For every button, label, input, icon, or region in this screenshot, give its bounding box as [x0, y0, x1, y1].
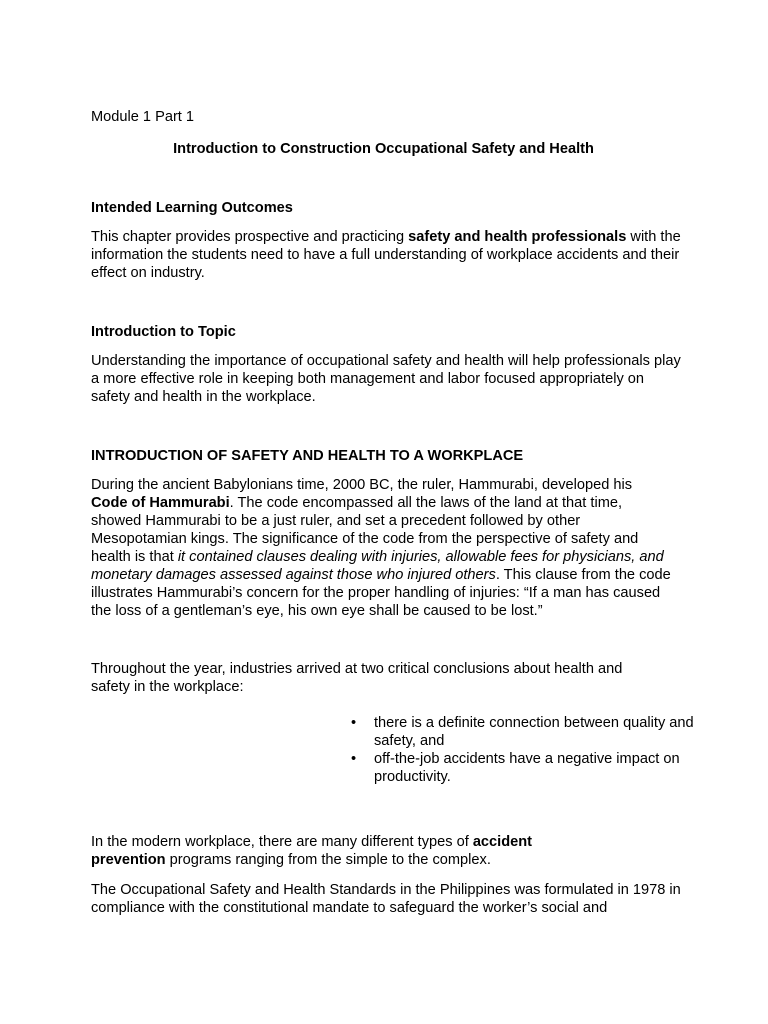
list-item	[351, 750, 694, 786]
hammurabi-text-a: During the ancient Babylonians time, 2000 BC, the ruler, Hammurabi, developed his	[91, 477, 633, 493]
module-label: Module 1 Part 1	[91, 109, 195, 125]
hammurabi-text-b: . The code encompassed all the laws of the land at that time, showed Hammurabi to be a just ruler, and set a precedent followed by other Mesopotamian kings. The significance of the code from the perspective of safety and health is that	[91, 495, 639, 565]
learning-outcomes-heading-text: Intended Learning Outcomes	[91, 200, 293, 216]
accident-prevention-text-b: programs ranging from the simple to the complex.	[165, 852, 491, 868]
intro-topic-paragraph: Understanding the importance of occupational safety and health will help professionals play a more effective role in keeping both management and labor focused appropriately on safety and health in the workplace.	[91, 353, 681, 405]
hammurabi-paragraph	[91, 476, 671, 620]
bullet-icon: •	[351, 715, 357, 731]
document-title-text: Introduction to Construction Occupational Safety and Health	[173, 141, 594, 157]
workplace-section-heading-text: INTRODUCTION OF SAFETY AND HEALTH TO A WORKPLACE	[91, 448, 524, 464]
hammurabi-bold: Code of Hammurabi	[91, 495, 230, 511]
hammurabi-italic: it contained clauses dealing with injuries, allowable fees for physicians, and monetary damages assessed against those who injured others	[91, 549, 664, 583]
intro-topic-heading	[91, 323, 691, 341]
intro-topic-heading-text: Introduction to Topic	[91, 324, 236, 340]
document-title	[91, 140, 676, 158]
conclusions-paragraph: Throughout the year, industries arrived at two critical conclusions about health and safety in the workplace:	[91, 661, 623, 695]
conclusions-list	[351, 714, 694, 786]
accident-prevention-paragraph	[91, 833, 561, 869]
accident-prevention-bold: accident prevention	[91, 834, 533, 868]
list-item-text: there is a definite connection between quality and safety, and	[374, 715, 694, 749]
learning-outcomes-heading	[91, 199, 691, 217]
accident-prevention-text-a: In the modern workplace, there are many different types of	[91, 834, 473, 850]
learning-outcomes-paragraph	[91, 228, 683, 282]
learning-outcomes-text-b: with the information the students need to have a full understanding of workplace accidents and their effect on industry.	[91, 229, 681, 281]
hammurabi-text-c: . This clause from the code illustrates Hammurabi’s concern for the proper handling of injuries: “If a man has caused the loss of a gentleman’s eye, his own eye shall be caused to be lost.”	[91, 567, 671, 619]
philippines-standards-paragraph: The Occupational Safety and Health Standards in the Philippines was formulated in 1978 in compliance with the constitutional mandate to safeguard the worker’s social and	[91, 882, 681, 916]
learning-outcomes-bold: safety and health professionals	[408, 229, 627, 245]
bullet-icon: •	[351, 751, 357, 767]
list-item-text: off-the-job accidents have a negative impact on productivity.	[374, 751, 680, 785]
list-item	[351, 714, 694, 750]
workplace-section-heading	[91, 447, 691, 465]
learning-outcomes-text-a: This chapter provides prospective and practicing	[91, 229, 409, 245]
